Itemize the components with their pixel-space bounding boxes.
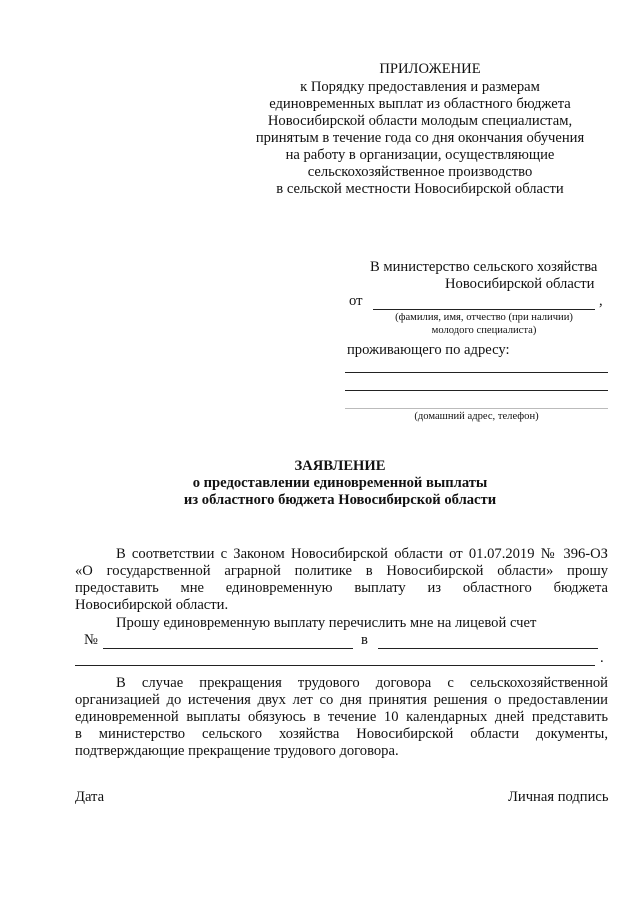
statement-title: ЗАЯВЛЕНИЕ xyxy=(294,458,386,474)
name-field-line[interactable] xyxy=(373,309,595,310)
appendix-line-5: на работу в организации, осуществляющие xyxy=(285,147,555,163)
p2-line: Прошу единовременную выплату перечислить мне на лицевой счет xyxy=(116,615,537,631)
p1-line-4: Новосибирской области. xyxy=(75,597,229,613)
name-caption-1: (фамилия, имя, отчество (при наличии) xyxy=(395,312,573,323)
account-number-field[interactable] xyxy=(103,648,353,649)
account-end-dot: . xyxy=(600,650,604,666)
p3-line-5: подтверждающие прекращение трудового договора. xyxy=(75,743,399,759)
residing-label: проживающего по адресу: xyxy=(347,342,510,358)
address-caption: (домашний адрес, телефон) xyxy=(414,411,539,422)
account-in-label: в xyxy=(361,632,368,648)
statement-subtitle-1: о предоставлении единовременной выплаты xyxy=(192,475,488,491)
p3-line-2: организацией до истечения двух лет со дня принятия решения о предоставлении xyxy=(75,692,608,708)
p3-line-1: В случае прекращения трудового договора с сельскохозяйственной xyxy=(116,675,608,691)
addressee-line-2: Новосибирской области xyxy=(445,276,595,292)
p1-line-3: предоставить мне единовременную выплату из областного бюджета xyxy=(75,580,608,596)
signature-label: Личная подпись xyxy=(508,789,609,805)
p3-line-4: в министерство сельского хозяйства Новосибирской области документы, xyxy=(75,726,608,742)
appendix-line-3: Новосибирской области молодым специалистам, xyxy=(267,113,573,129)
appendix-line-1: к Порядку предоставления и размерам xyxy=(300,79,540,95)
bank-details-field[interactable] xyxy=(75,665,595,666)
date-label: Дата xyxy=(75,789,105,805)
appendix-line-6: сельскохозяйственное производство xyxy=(307,164,533,180)
appendix-title: ПРИЛОЖЕНИЕ xyxy=(379,61,481,77)
name-caption-2: молодого специалиста) xyxy=(431,325,537,336)
appendix-line-2: единовременных выплат из областного бюджета xyxy=(269,96,571,112)
appendix-line-4: принятым в течение года со дня окончания обучения xyxy=(255,130,585,146)
p1-line-1: В соответствии с Законом Новосибирской области от 01.07.2019 № 396-ОЗ xyxy=(116,546,608,562)
address-field-line-3[interactable] xyxy=(345,408,608,409)
bank-name-field[interactable] xyxy=(378,648,598,649)
addressee-line-1: В министерство сельского хозяйства xyxy=(370,259,598,275)
address-field-line-1[interactable] xyxy=(345,372,608,373)
p1-line-2: «О государственной аграрной политике в Новосибирской области» прошу xyxy=(75,563,608,579)
from-comma: , xyxy=(599,293,603,309)
account-no-label: № xyxy=(84,632,98,648)
p3-line-3: единовременной выплаты обязуюсь в течение 10 календарных дней представить xyxy=(75,709,608,725)
appendix-line-7: в сельской местности Новосибирской области xyxy=(276,181,564,197)
statement-subtitle-2: из областного бюджета Новосибирской области xyxy=(183,492,497,508)
address-field-line-2[interactable] xyxy=(345,390,608,391)
from-label: от xyxy=(349,293,363,309)
